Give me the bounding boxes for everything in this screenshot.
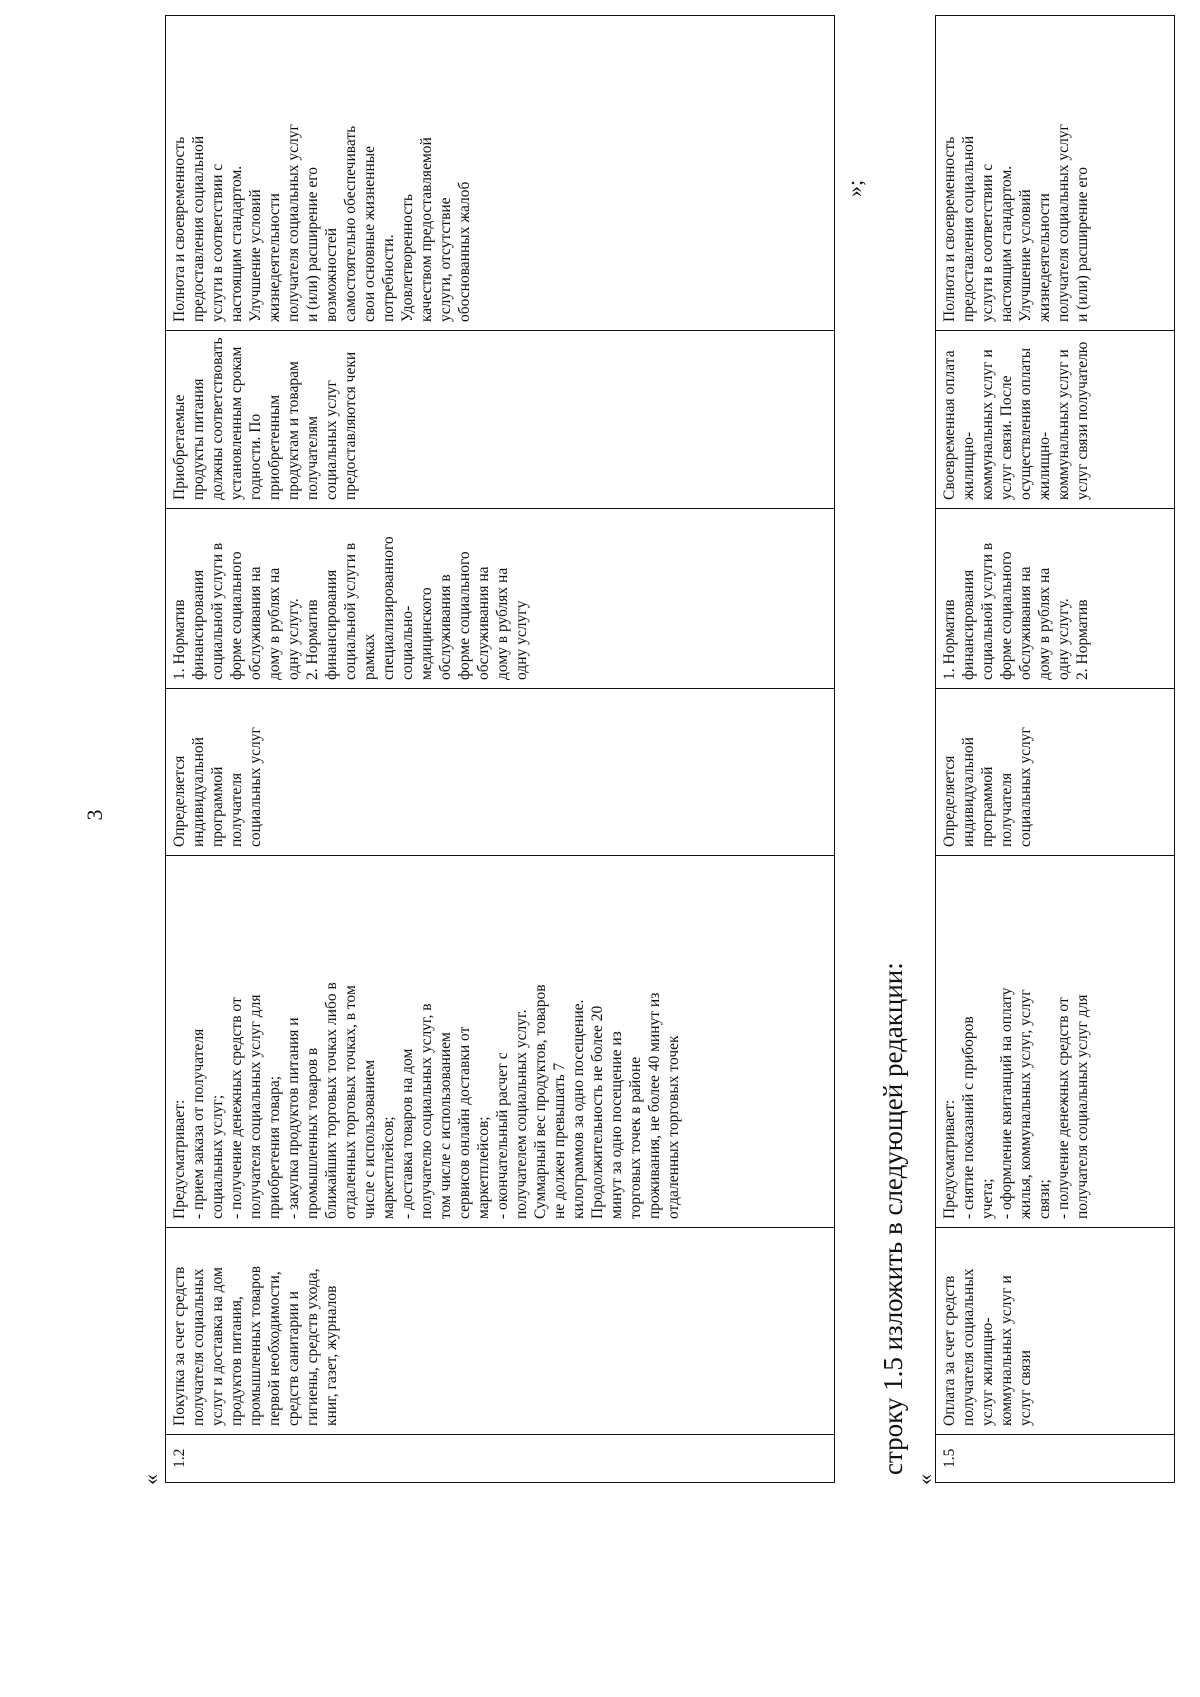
cell-text-line: не должен превышать 7 <box>551 1062 568 1219</box>
cell-text-line: торговых точек в районе <box>627 1056 644 1219</box>
cell-text-line: социальных услуг <box>247 727 264 847</box>
cell-text-line: Улучшение условий <box>247 189 264 322</box>
cell-text-line: 1. Норматив <box>171 599 188 680</box>
financing-norms-cell <box>166 509 835 689</box>
cell-text-line: медицинского <box>418 587 435 680</box>
row-number: 1.2 <box>166 1435 835 1483</box>
cell-text-line: - снятие показаний с приборов <box>960 1016 977 1219</box>
cell-text-line: Полнота и своевременность <box>171 136 188 322</box>
cell-text-line: финансирования <box>960 569 977 680</box>
cell-text-line: форме социального <box>456 551 473 680</box>
cell-text-line: возможностей <box>323 227 340 322</box>
conditions-cell <box>166 331 835 509</box>
closing-quote: »; <box>842 179 867 197</box>
cell-text-line: Своевременная оплата <box>941 350 958 500</box>
cell-text-line: потребности. <box>380 234 397 322</box>
quality-indicators-cell <box>936 16 1175 331</box>
cell-text-line: коммунальных услуг и <box>1055 349 1072 500</box>
cell-text-line: получателя социальных услуг <box>1055 124 1072 322</box>
cell-text-line: маркетплейсов; <box>380 1116 397 1219</box>
cell-text-line: услуг связи получателю <box>1074 341 1091 500</box>
cell-text-line: предоставляются чеки <box>342 351 359 500</box>
cell-text-line: индивидуальной <box>190 737 207 847</box>
cell-text-line: социальных услуг; <box>209 1094 226 1219</box>
cell-text-line: Приобретаемые <box>171 394 188 500</box>
cell-text-line: книг, газет, журналов <box>323 1285 340 1426</box>
cell-text-line: услуг связи <box>1017 1350 1034 1426</box>
cell-text-line: получателя социальных услуг для <box>247 994 264 1219</box>
cell-text-line: обслуживания в <box>437 574 454 680</box>
cell-text-line: получателя социальных <box>190 1268 207 1426</box>
cell-text-line: ближайших торговых точках либо в <box>323 982 340 1219</box>
cell-text-line: - закупка продуктов питания и <box>285 1017 302 1219</box>
cell-text-line: 2. Норматив <box>304 599 321 680</box>
cell-text-line: продуктам и товарам <box>285 361 302 500</box>
cell-text-line: Суммарный вес продуктов, товаров <box>532 984 549 1219</box>
cell-text-line: получателям <box>304 416 321 500</box>
cell-text-line: Покупка за счет средств <box>171 1266 188 1426</box>
cell-text-line: социальных услуг <box>1017 727 1034 847</box>
cell-text-line: и (или) расширение его <box>304 166 321 322</box>
cell-text-line: настоящим стандартом. <box>998 165 1015 322</box>
cell-text-line: промышленных товаров в <box>304 1047 321 1219</box>
cell-text-line: - прием заказа от получателя <box>190 1028 207 1219</box>
cell-text-line: дому в рублях на <box>494 567 511 680</box>
cell-text-line: жилья, коммунальных услуг, услуг <box>1017 989 1034 1219</box>
cell-text-line: дому в рублях на <box>1036 567 1053 680</box>
conditions-cell <box>936 331 1175 509</box>
cell-text-line: предоставления социальной <box>190 135 207 322</box>
cell-text-line: свои основные жизненные <box>361 145 378 322</box>
cell-text-line: услуги в соответствии с <box>209 163 226 322</box>
cell-text-line: индивидуальной <box>960 737 977 847</box>
cell-text-line: социальной услуги в <box>342 542 359 680</box>
cell-text-line: услуг связи. После <box>998 375 1015 500</box>
cell-text-line: получателю социальных услуг, в <box>418 1003 435 1219</box>
cell-text-line: одну услугу. <box>285 598 302 680</box>
cell-text-line: Оплата за счет средств <box>941 1275 958 1426</box>
cell-text-line: услуги в соответствии с <box>979 163 996 322</box>
cell-text-line: получателем социальных услуг. <box>513 1009 530 1219</box>
cell-text-line: обоснованных жалоб <box>456 181 473 322</box>
cell-text-line: должны соответствовать <box>209 337 226 500</box>
cell-text-line: Полнота и своевременность <box>941 136 958 322</box>
cell-text-line: качеством предоставляемой <box>418 137 435 322</box>
cell-text-line: социальной услуги в <box>979 542 996 680</box>
cell-text-line: маркетплейсов; <box>475 1116 492 1219</box>
cell-text-line: коммунальных услуг и <box>998 1275 1015 1426</box>
cell-text-line: социальных услуг <box>323 380 340 500</box>
page-number: 3 <box>82 809 107 821</box>
cell-text-line: связи; <box>1036 1179 1053 1219</box>
cell-text-line: обслуживания на <box>247 566 264 680</box>
cell-text-line: одну услугу <box>513 600 530 680</box>
cell-text-line: установленным срокам <box>228 346 245 500</box>
cell-text-line: социальной услуги в <box>209 542 226 680</box>
amendment-intro: строку 1.5 изложить в следующей редакции: <box>878 962 908 1475</box>
cell-text-line: получателя социальных услуг для <box>1074 994 1091 1219</box>
service-content-cell <box>936 856 1175 1228</box>
cell-text-line: форме социального <box>228 551 245 680</box>
cell-text-line: получателя социальных услуг <box>285 124 302 322</box>
cell-text-line: проживания, не более 40 минут из <box>646 992 663 1219</box>
cell-text-line: программой <box>209 766 226 847</box>
service-content-cell <box>166 856 835 1228</box>
cell-text-line: самостоятельно обеспечивать <box>342 125 359 322</box>
cell-text-line: Удовлетворенность <box>399 194 416 322</box>
financing-norms-cell <box>936 509 1175 689</box>
service-volume-cell <box>166 689 835 856</box>
cell-text-line: одну услугу. <box>1055 598 1072 680</box>
cell-text-line: гигиены, средств ухода, <box>304 1268 321 1426</box>
service-volume-cell <box>936 689 1175 856</box>
cell-text-line: обслуживания на <box>1017 566 1034 680</box>
cell-text-line: коммунальных услуг и <box>979 349 996 500</box>
cell-text-line: - оформление квитанций на оплату <box>998 987 1015 1219</box>
cell-text-line: услуг и доставка на дом <box>209 1267 226 1426</box>
cell-text-line: минут за одно посещение из <box>608 1031 625 1219</box>
cell-text-line: осуществления оплаты <box>1017 347 1034 500</box>
cell-text-line: том числе с использованием <box>437 1032 454 1219</box>
cell-text-line: приобретенным <box>266 394 283 500</box>
cell-text-line: отдаленных торговых точках, в том <box>342 985 359 1219</box>
cell-text-line: Предусматривает: <box>171 1099 188 1219</box>
cell-text-line: годности. По <box>247 413 264 500</box>
opening-quote-2: « <box>912 1474 937 1485</box>
cell-text-line: Продолжительность не более 20 <box>589 1005 606 1219</box>
cell-text-line: жилищно- <box>960 431 977 500</box>
opening-quote-1: « <box>138 1474 163 1485</box>
row-number: 1.5 <box>936 1435 1175 1483</box>
cell-text-line: получателя <box>228 772 245 847</box>
cell-text-line: обслуживания на <box>475 566 492 680</box>
cell-text-line: сервисов онлайн доставки от <box>456 1026 473 1219</box>
cell-text-line: жизнедеятельности <box>266 193 283 322</box>
cell-text-line: и (или) расширение его <box>1074 166 1091 322</box>
cell-text-line: продуктов питания, <box>228 1296 245 1426</box>
cell-text-line: получателя социальных <box>960 1268 977 1426</box>
cell-text-line: - доставка товаров на дом <box>399 1048 416 1219</box>
cell-text-line: жизнедеятельности <box>1036 193 1053 322</box>
cell-text-line: услуг жилищно- <box>979 1317 996 1426</box>
cell-text-line: средств санитарии и <box>285 1291 302 1426</box>
table-row-1-2 <box>165 15 835 1483</box>
cell-text-line: - получение денежных средств от <box>228 997 245 1219</box>
cell-text-line: числе с использованием <box>361 1059 378 1219</box>
cell-text-line: Предусматривает: <box>941 1099 958 1219</box>
cell-text-line: социально- <box>399 605 416 680</box>
cell-text-line: финансирования <box>323 569 340 680</box>
cell-text-line: приобретения товара; <box>266 1075 283 1219</box>
cell-text-line: продукты питания <box>190 378 207 500</box>
cell-text-line: - окончательный расчет с <box>494 1052 511 1219</box>
cell-text-line: жилищно- <box>1036 431 1053 500</box>
cell-text-line: предоставления социальной <box>960 135 977 322</box>
cell-text-line: промышленных товаров <box>247 1265 264 1426</box>
cell-text-line: финансирования <box>190 569 207 680</box>
cell-text-line: 1. Норматив <box>941 599 958 680</box>
cell-text-line: специализированного <box>380 536 397 680</box>
service-name-cell <box>166 1228 835 1435</box>
cell-text-line: дому в рублях на <box>266 567 283 680</box>
cell-text-line: отдаленных торговых точек <box>665 1035 682 1219</box>
cell-text-line: Определяется <box>171 755 188 847</box>
cell-text-line: Определяется <box>941 755 958 847</box>
cell-text-line: - получение денежных средств от <box>1055 997 1072 1219</box>
cell-text-line: настоящим стандартом. <box>228 165 245 322</box>
cell-text-line: форме социального <box>998 551 1015 680</box>
table-row-1-5 <box>935 15 1175 1483</box>
quality-indicators-cell <box>166 16 835 331</box>
service-name-cell <box>936 1228 1175 1435</box>
cell-text-line: получателя <box>998 772 1015 847</box>
cell-text-line: Улучшение условий <box>1017 189 1034 322</box>
cell-text-line: 2. Норматив <box>1074 599 1091 680</box>
cell-text-line: килограммов за одно посещение. <box>570 999 587 1219</box>
cell-text-line: программой <box>979 766 996 847</box>
cell-text-line: услуги, отсутствие <box>437 197 454 322</box>
cell-text-line: первой необходимости, <box>266 1271 283 1426</box>
cell-text-line: учета; <box>979 1178 996 1219</box>
cell-text-line: рамках <box>361 633 378 680</box>
